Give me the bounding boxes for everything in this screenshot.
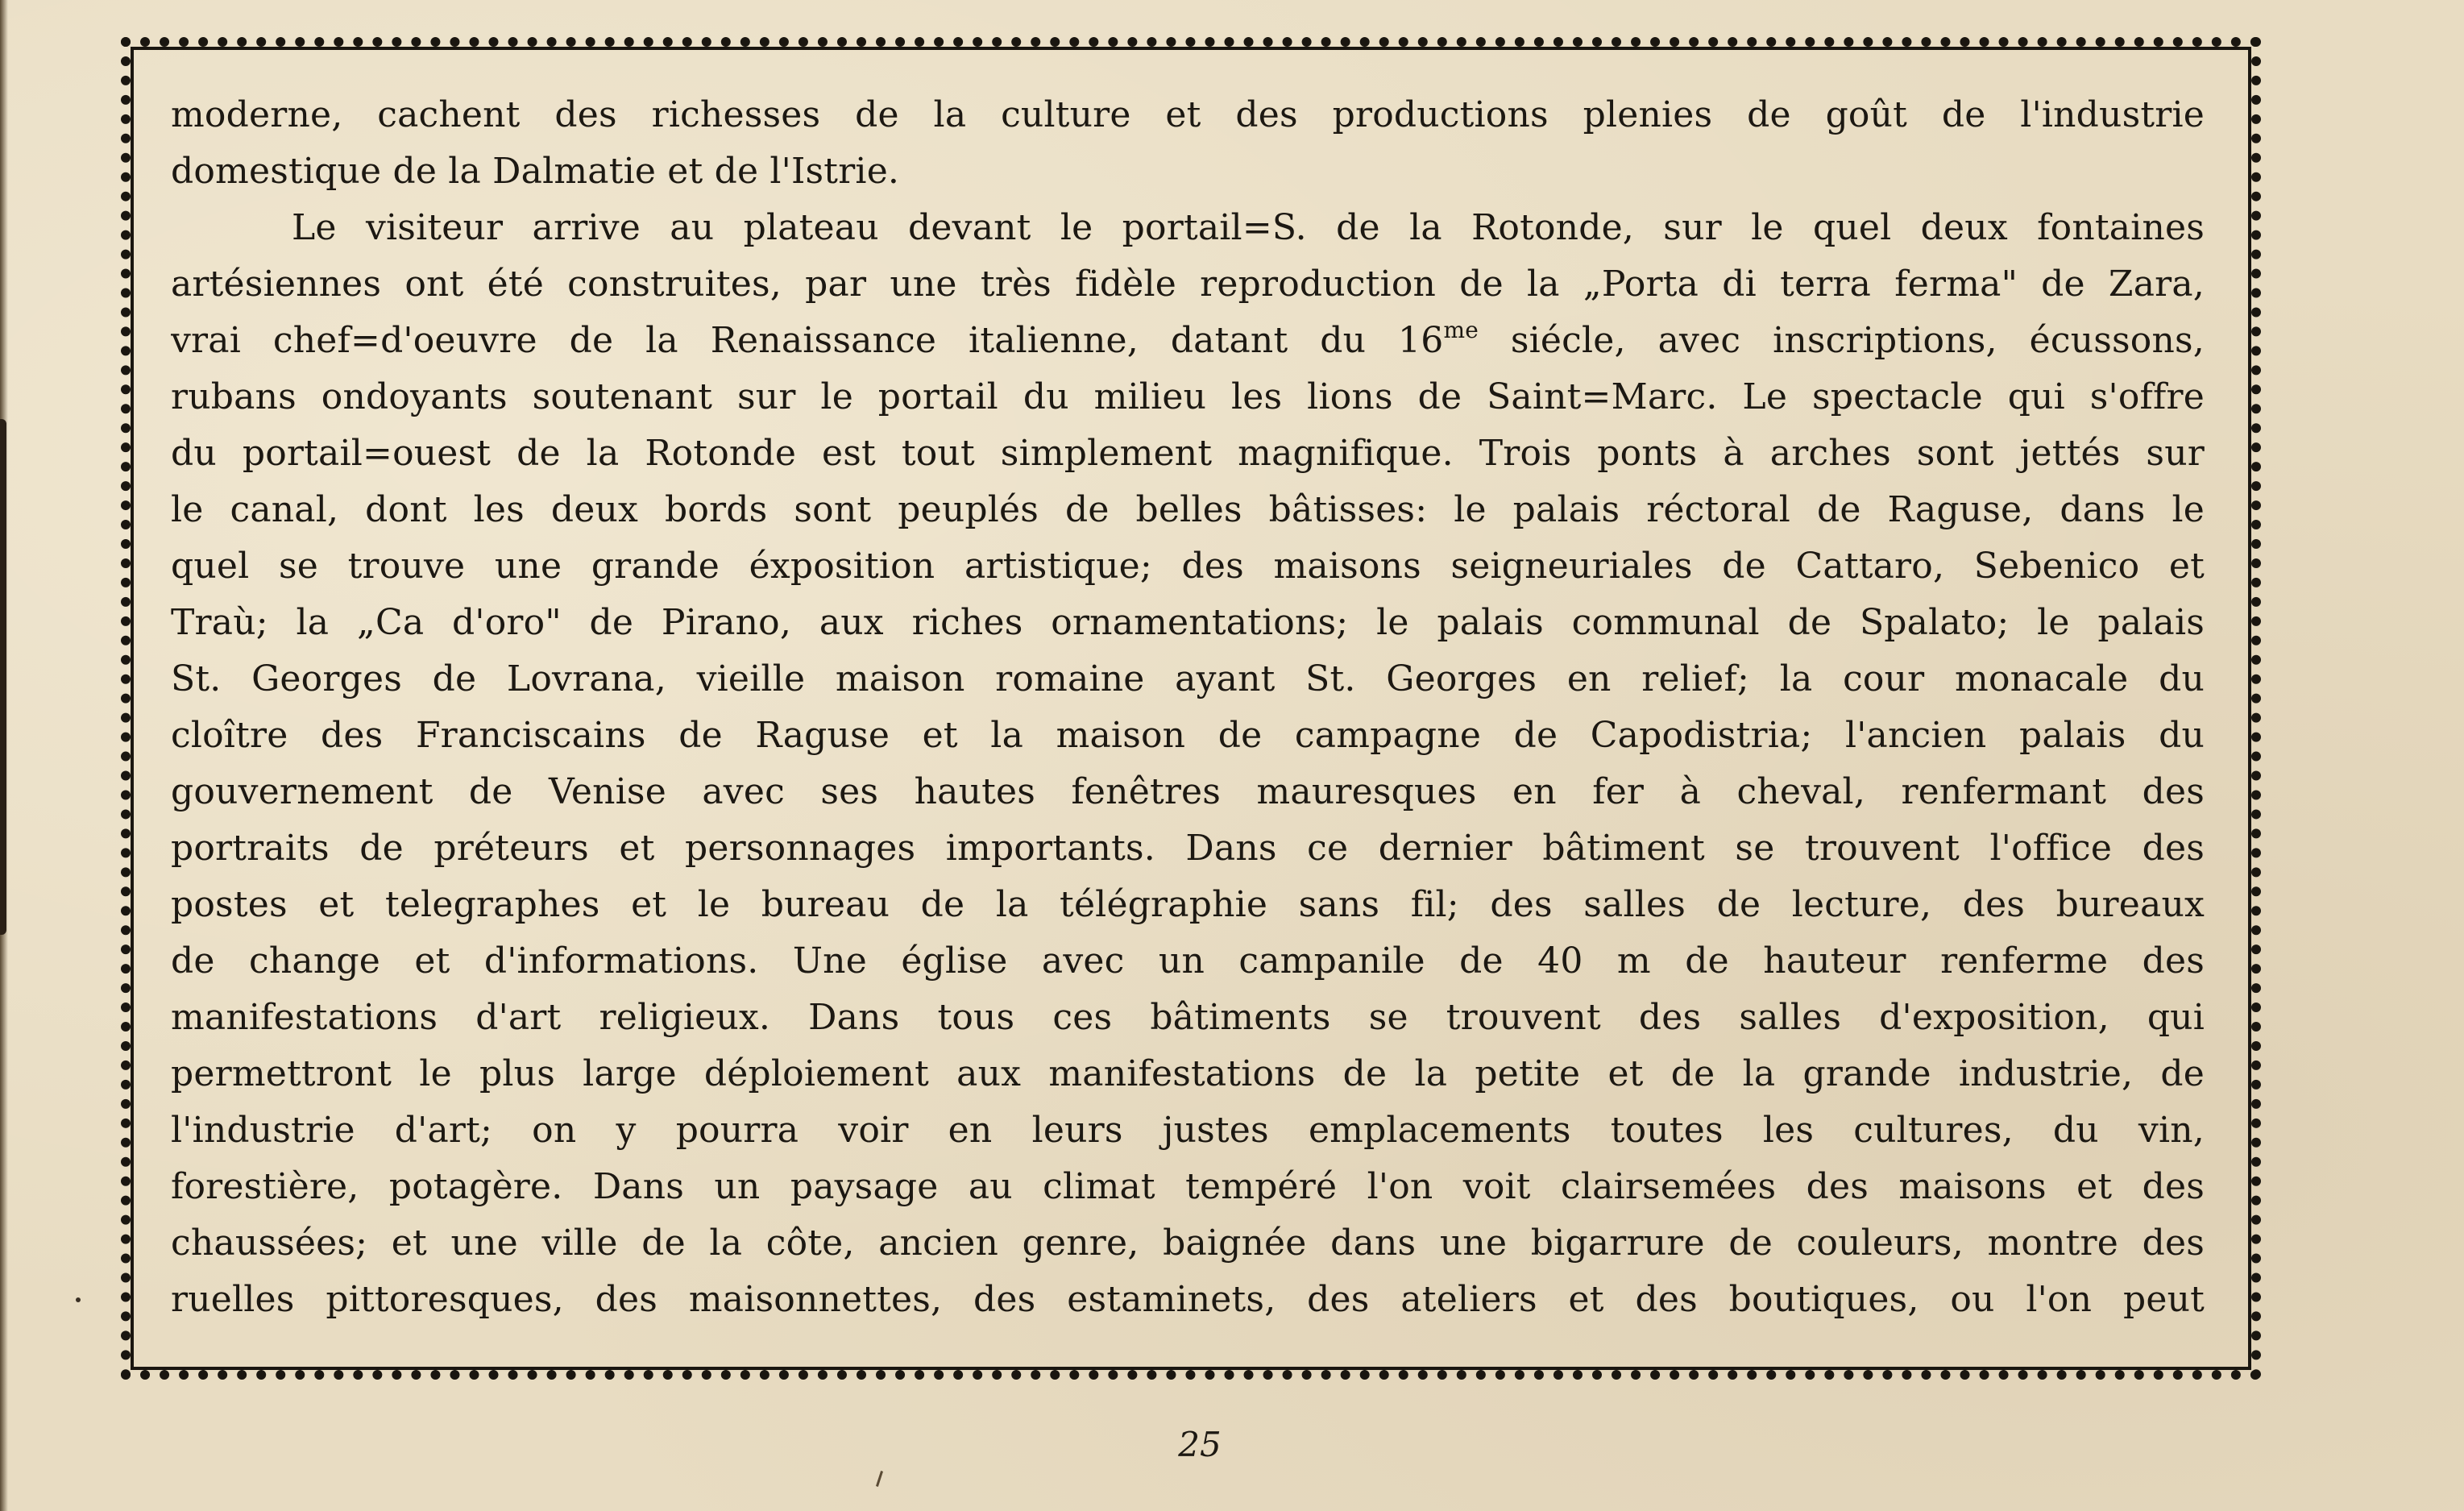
page-number: 25 <box>1178 1425 1222 1464</box>
text-line: permettront le plus large déploiement aux manifestations de la petite et de la grande industrie, de <box>171 1053 2205 1094</box>
text-segment: vrai chef=d'oeuvre de la Renaissance italienne, datant du 16 <box>171 320 1444 361</box>
text-line: du portail=ouest de la Rotonde est tout simplement magnifique. Trois ponts à arches sont jettés sur <box>171 433 2205 474</box>
text-line: domestique de la Dalmatie et de l'Istrie. <box>171 151 900 192</box>
text-line: postes et telegraphes et le bureau de la télégraphie sans fil; des salles de lecture, des bureaux <box>171 884 2205 925</box>
body-text <box>171 87 2205 1344</box>
text-segment: siécle, avec inscriptions, écussons, <box>1478 320 2205 361</box>
text-line: portraits de préteurs et personnages importants. Dans ce dernier bâtiment se trouvent l'office des <box>171 828 2205 869</box>
text-line: St. Georges de Lovrana, vieille maison romaine ayant St. Georges en relief; la cour monacale du <box>171 658 2205 699</box>
text-line: de change et d'informations. Une église avec un campanile de 40 m de hauteur renferme des <box>171 940 2205 982</box>
text-line: gouvernement de Venise avec ses hautes fenêtres mauresques en fer à cheval, renfermant des <box>171 771 2205 812</box>
text-line: artésiennes ont été construites, par une très fidèle reproduction de la „Porta di terra ferma" de Zara, <box>171 264 2205 305</box>
text-line: quel se trouve une grande éxposition artistique; des maisons seigneuriales de Cattaro, Sebenico et <box>171 546 2205 587</box>
text-line: chaussées; et une ville de la côte, ancien genre, baignée dans une bigarrure de couleurs, montre des <box>171 1222 2205 1264</box>
text-line: forestière, potagère. Dans un paysage au climat tempéré l'on voit clairsemées des maisons et des <box>171 1166 2205 1207</box>
text-line: l'industrie d'art; on y pourra voir en leurs justes emplacements toutes les cultures, du vin, <box>171 1110 2205 1151</box>
text-line: Le visiteur arrive au plateau devant le portail=S. de la Rotonde, sur le quel deux fontaines <box>292 207 2205 248</box>
text-line: le canal, dont les deux bords sont peuplés de belles bâtisses: le palais réctoral de Raguse, dans le <box>171 489 2205 530</box>
text-line: rubans ondoyants soutenant sur le portail du milieu les lions de Saint=Marc. Le spectacle qui s'offre <box>171 376 2205 417</box>
paper-speck <box>76 1297 81 1302</box>
text-line: manifestations d'art religieux. Dans tous ces bâtiments se trouvent des salles d'exposition, qui <box>171 997 2205 1038</box>
text-line: ruelles pittoresques, des maisonnettes, des estaminets, des ateliers et des boutiques, ou l'on peut <box>171 1279 2205 1320</box>
superscript: me <box>1443 317 1479 343</box>
text-line-with-superscript <box>171 313 2205 369</box>
binding-shadow <box>0 419 6 935</box>
text-line: cloître des Franciscains de Raguse et la maison de campagne de Capodistria; l'ancien palais du <box>171 715 2205 756</box>
text-line: moderne, cachent des richesses de la culture et des productions plenies de goût de l'industrie <box>171 94 2205 135</box>
text-line: Traù; la „Ca d'oro" de Pirano, aux riches ornamentations; le palais communal de Spalato; le palais <box>171 602 2205 643</box>
paper-mark <box>876 1471 883 1487</box>
